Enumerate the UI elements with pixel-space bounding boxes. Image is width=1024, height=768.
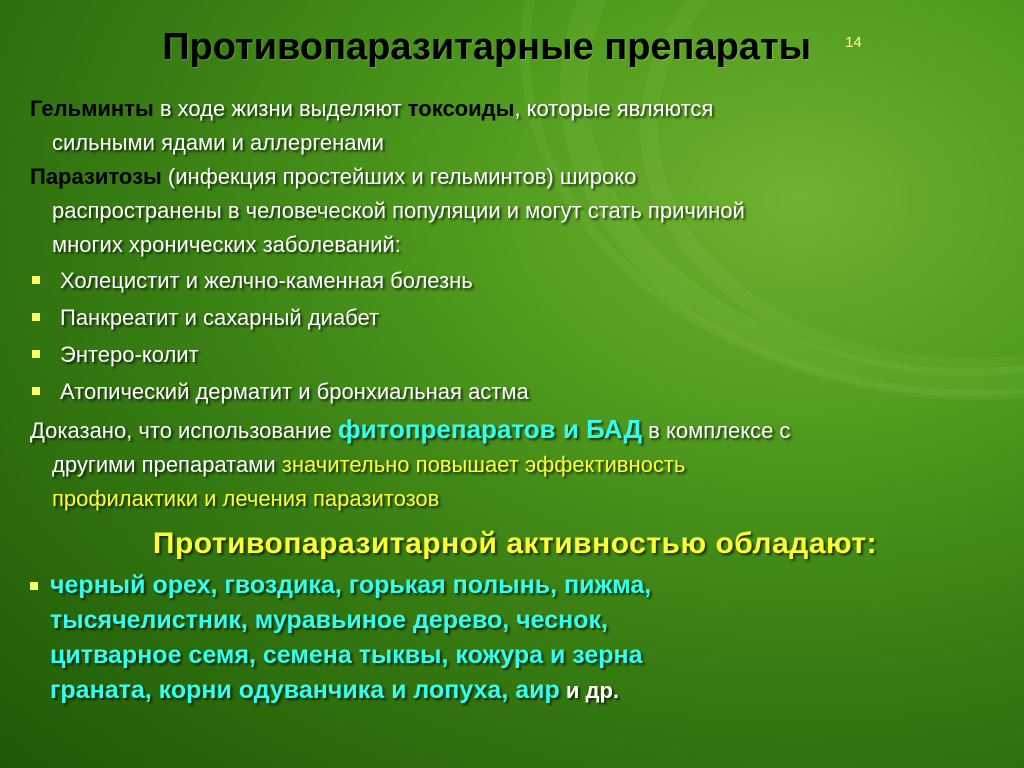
- highlight-phyto: фитопрепаратов и БАД: [337, 414, 643, 444]
- square-bullet-icon: [32, 313, 40, 321]
- list-item-text: Атопический дерматит и бронхиальная астма: [60, 379, 529, 404]
- slide-number: 14: [845, 34, 862, 51]
- text: в ходе жизни выделяют: [153, 96, 408, 121]
- list-item: [30, 373, 1000, 410]
- list-item-text: Энтеро-колит: [60, 342, 199, 367]
- herb-line: тысячелистник, муравьиное дерево, чеснок,: [50, 606, 608, 634]
- list-item-text: Холецистит и желчно-каменная болезнь: [60, 268, 473, 293]
- disease-list: [30, 262, 1000, 410]
- text: , которые являются: [514, 96, 714, 121]
- list-item: [30, 299, 1000, 336]
- paragraph-helminths: [30, 92, 1000, 160]
- herb-list: [30, 568, 1000, 708]
- herb-line: цитварное семя, семена тыквы, кожура и зерна: [50, 641, 643, 669]
- slide-title: [0, 26, 1024, 69]
- section-heading: Противопаразитарной активностью обладают:: [152, 527, 878, 560]
- herb-line-last: [50, 673, 1000, 708]
- herb-line: граната, корни одуванчика и лопуха, аир: [50, 676, 560, 704]
- list-item: [30, 336, 1000, 373]
- text-line: [30, 448, 1000, 482]
- text: и др.: [559, 678, 620, 703]
- square-bullet-icon: [32, 387, 40, 395]
- text: многих хронических заболеваний:: [52, 232, 401, 257]
- square-bullet-icon: [32, 276, 40, 284]
- term-helminths: Гельминты: [30, 96, 154, 121]
- text: распространены в человеческой популяции и могут стать причиной: [52, 198, 745, 223]
- text: Доказано, что использование: [30, 418, 338, 443]
- paragraph-proven: [30, 412, 1000, 516]
- herb-line: черный орех, гвоздика, горькая полынь, пижма,: [50, 571, 652, 599]
- text: другими препаратами: [52, 452, 282, 477]
- slide-content: [30, 92, 1000, 708]
- list-item: [30, 262, 1000, 299]
- list-item-text: Панкреатит и сахарный диабет: [60, 305, 380, 330]
- square-bullet-icon: [30, 582, 38, 590]
- term-parasitoses: Паразитозы: [30, 164, 162, 189]
- highlight-efficiency: значительно повышает эффективность: [281, 452, 686, 477]
- text: (инфекция простейших и гельминтов) широко: [161, 164, 637, 189]
- paragraph-parasitoses: [30, 160, 1000, 262]
- term-toxoids: токсоиды: [407, 96, 515, 121]
- square-bullet-icon: [32, 350, 40, 358]
- highlight-efficiency-cont: профилактики и лечения паразитозов: [52, 486, 440, 511]
- title-text: Противопаразитарные препараты: [162, 26, 812, 68]
- text: в комплексе с: [642, 418, 791, 443]
- text: сильными ядами и аллергенами: [52, 130, 384, 155]
